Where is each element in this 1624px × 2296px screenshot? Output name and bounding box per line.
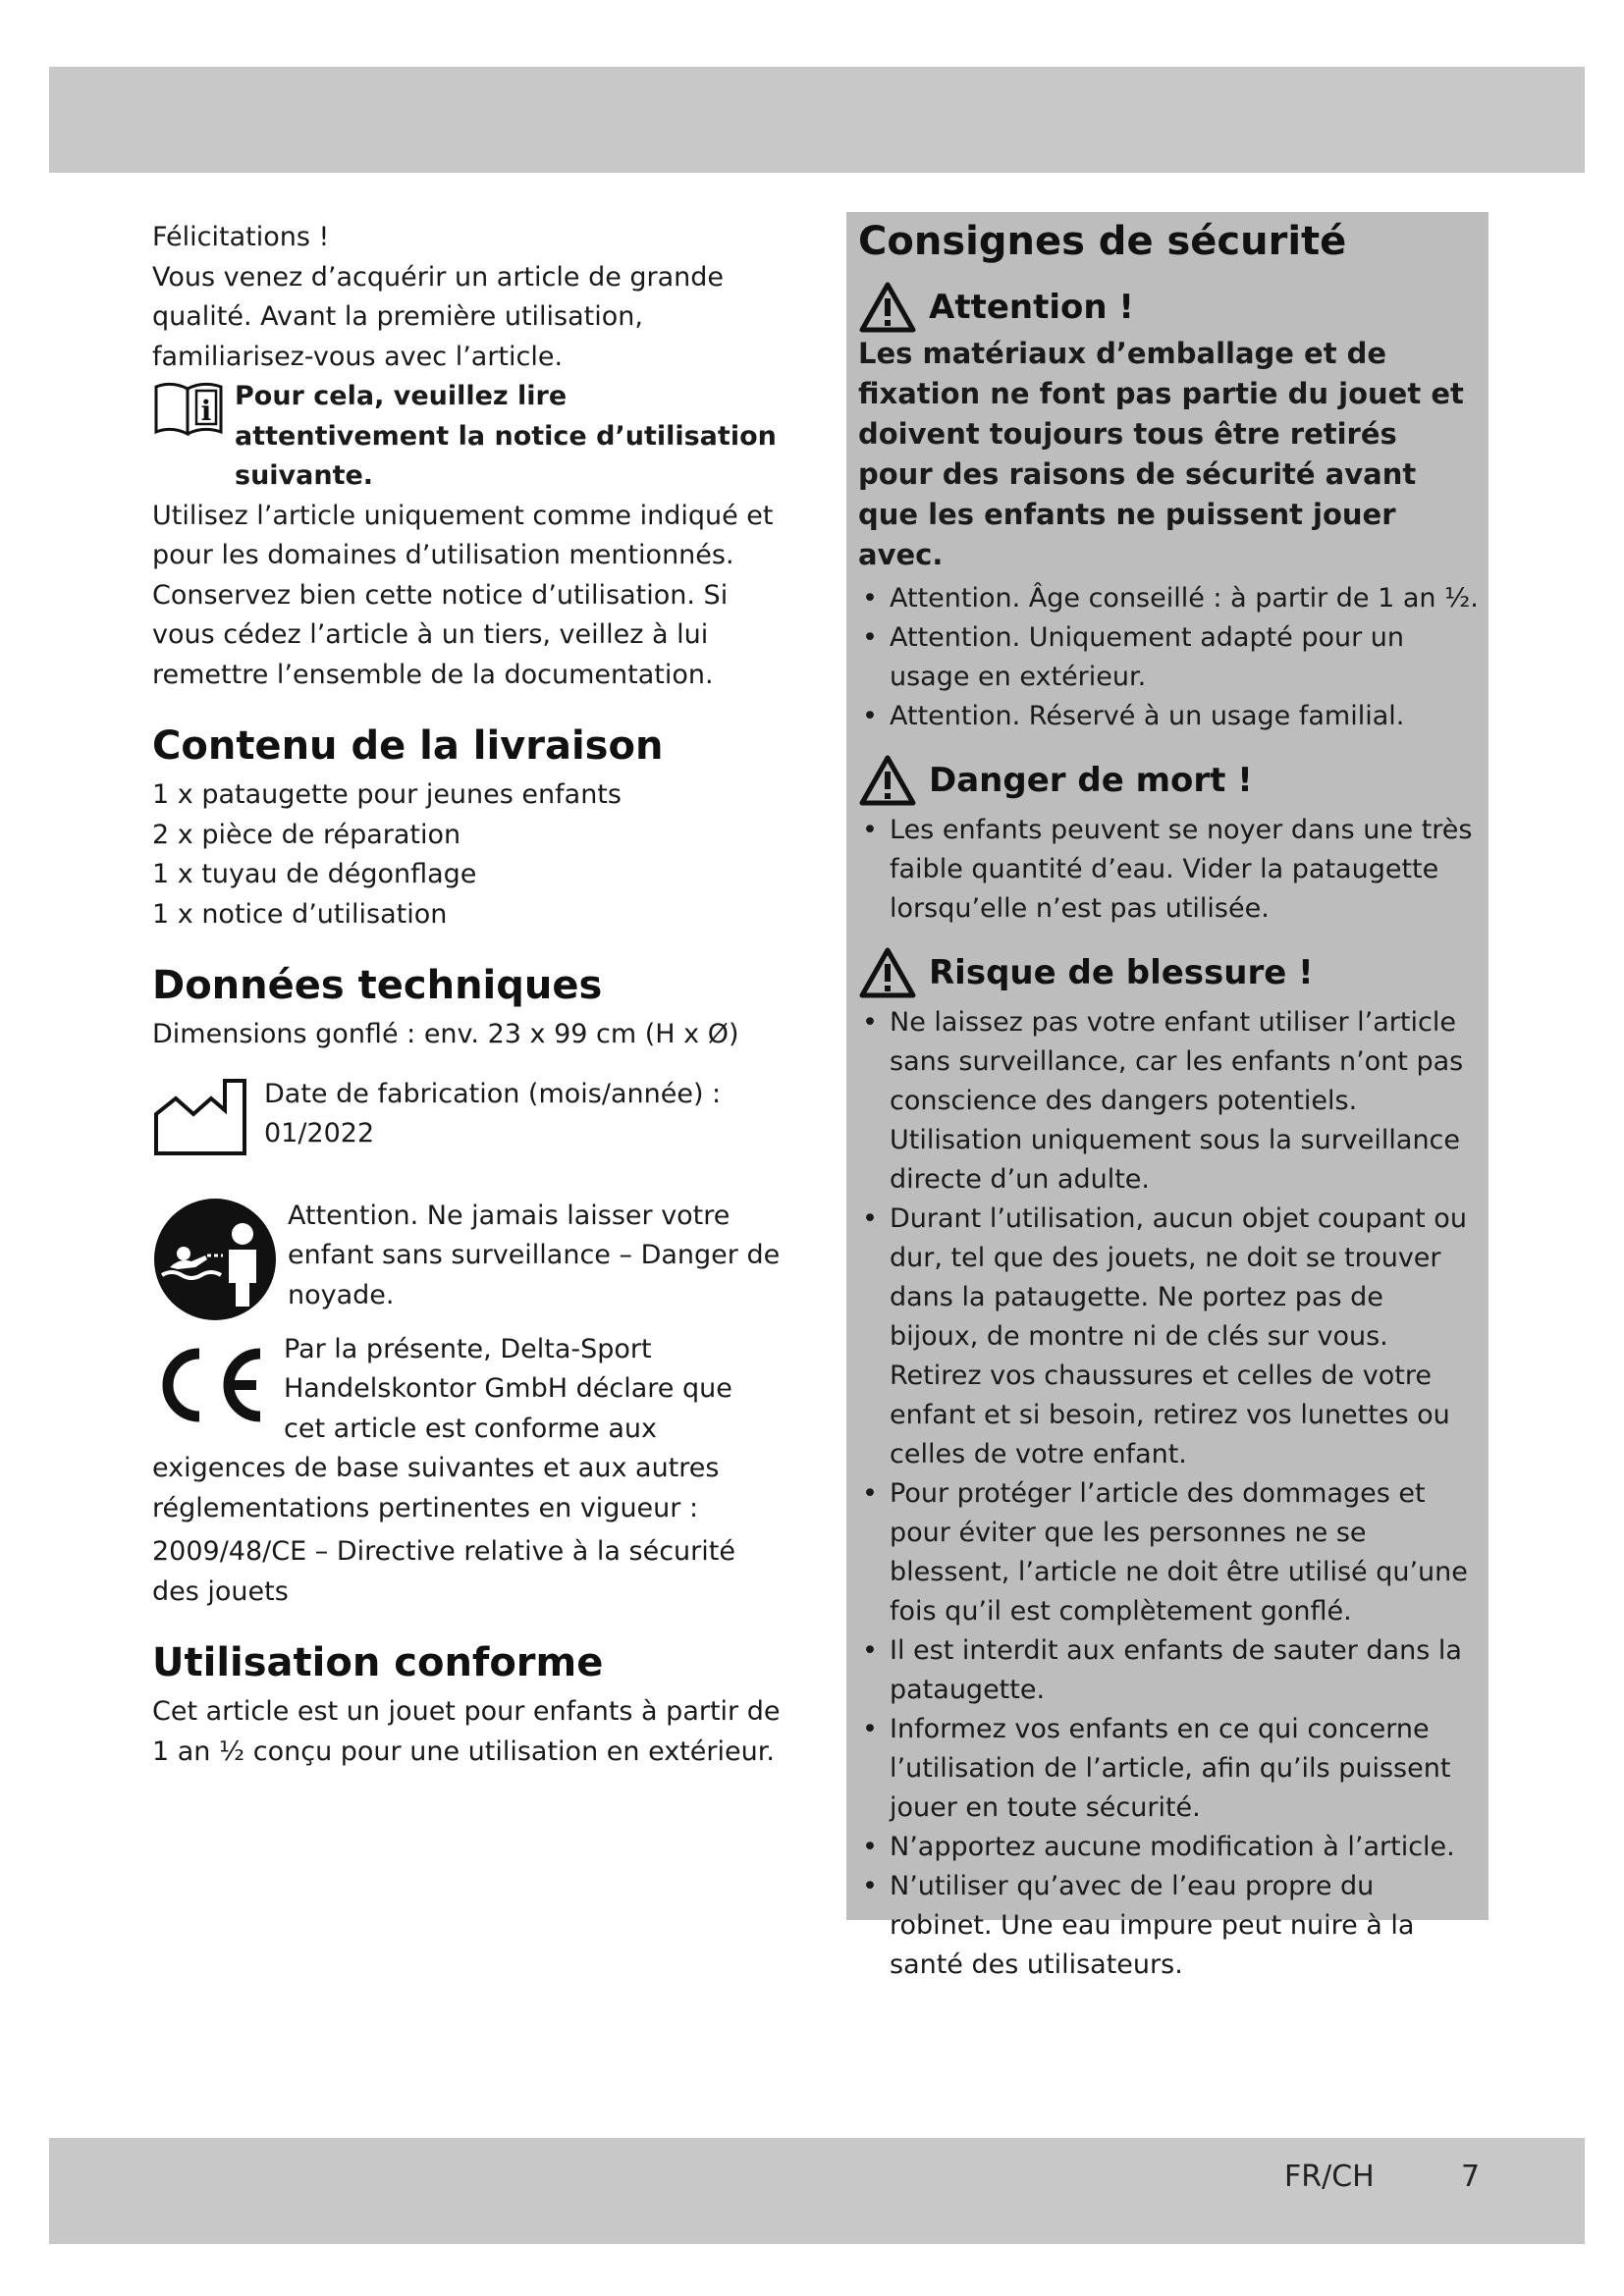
left-column xyxy=(152,218,781,1772)
page-number: 7 xyxy=(1461,2160,1481,2194)
danger-title: Danger de mort ! xyxy=(929,761,1253,800)
delivery-heading: Contenu de la livraison xyxy=(152,723,664,769)
attention-bold-text: Les matériaux d’emballage et de fixation ne font pas partie du jouet et doivent toujours tous être retirés pour des raisons de sécurité avant que les enfants ne puissent jouer avec. xyxy=(858,337,1464,571)
manufacture-row xyxy=(152,1075,781,1159)
safety-box xyxy=(846,212,1489,1980)
supervision-icon xyxy=(152,1197,278,1322)
list-item: • Attention. Réservé à un usage familial. xyxy=(858,697,1479,736)
intended-use-heading: Utilisation conforme xyxy=(152,1640,604,1685)
attention-list xyxy=(858,579,1479,736)
list-item: • Durant l’utilisation, aucun objet coupant ou dur, tel que des jouets, ne doit se trouver dans la pataugette. Ne portez pas de bijoux, de montre ni de clés sur vous. Retirez vos chaussures et celles de votre enfant et si besoin, retirez vos lunettes ou celles de votre enfant. xyxy=(858,1200,1479,1474)
list-item: • Attention. Âge conseillé : à partir de 1 an ½. xyxy=(858,579,1479,618)
footer-language: FR/CH xyxy=(1284,2160,1375,2194)
delivery-item: 1 x notice d’utilisation xyxy=(152,898,448,930)
warning-triangle-icon xyxy=(858,281,917,334)
manufacture-date-text: Date de fabrication (mois/année) : 01/2022 xyxy=(264,1078,722,1148)
svg-text:i: i xyxy=(200,395,212,427)
injury-list xyxy=(858,1003,1479,1985)
tech-heading: Données techniques xyxy=(152,963,603,1008)
danger-list xyxy=(858,811,1479,929)
list-item: • Pour protéger l’article des dommages et pour éviter que les personnes ne se blessent, l’article ne doit être utilisé qu’une fois qu’il est complètement gonflé. xyxy=(858,1474,1479,1631)
list-item: • N’utiliser qu’avec de l’eau propre du robinet. Une eau impure peut nuire à la santé des utilisateurs. xyxy=(858,1867,1479,1985)
attention-title-row xyxy=(858,281,1479,334)
ce-declaration-block xyxy=(152,1330,781,1529)
read-instructions-row xyxy=(152,377,781,497)
ce-mark-icon xyxy=(152,1346,266,1424)
injury-title-row xyxy=(858,946,1479,999)
warning-triangle-icon xyxy=(858,754,917,807)
list-item: • Les enfants peuvent se noyer dans une très faible quantité d’eau. Vider la pataugette lorsqu’elle n’est pas utilisée. xyxy=(858,811,1479,929)
danger-title-row xyxy=(858,754,1479,807)
intro-text: Vous venez d’acquérir un article de grande qualité. Avant la première utilisation, familiarisez-vous avec l’article. xyxy=(152,261,725,372)
warning-triangle-icon xyxy=(858,946,917,999)
intended-use-text: Cet article est un jouet pour enfants à partir de 1 an ½ conçu pour une utilisation en extérieur. xyxy=(152,1696,781,1767)
safety-heading: Consignes de sécurité xyxy=(858,219,1347,264)
list-item: • Attention. Uniquement adapté pour un usage en extérieur. xyxy=(858,618,1479,697)
usage-note: Utilisez l’article uniquement comme indiqué et pour les domaines d’utilisation mentionnés. Conservez bien cette notice d’utilisation. Si vous cédez l’article à un tiers, veillez à lui remettre l’ensemble de la documentation. xyxy=(152,500,774,690)
drowning-warning-text: Attention. Ne jamais laisser votre enfant sans surveillance – Danger de noyade. xyxy=(288,1200,781,1310)
intro-greeting: Félicitations ! xyxy=(152,222,330,252)
delivery-item: 1 x tuyau de dégonflage xyxy=(152,859,477,889)
list-item: • Ne laissez pas votre enfant utiliser l’article sans surveillance, car les enfants n’ont pas conscience des dangers potentiels. Utilisation uniquement sous la surveillance directe d’un adulte. xyxy=(858,1003,1479,1200)
header-band xyxy=(49,67,1585,173)
delivery-item: 1 x pataugette pour jeunes enfants xyxy=(152,779,622,810)
manufacture-date-icon xyxy=(152,1075,250,1159)
book-info-icon xyxy=(152,379,225,438)
directive-text: 2009/48/CE – Directive relative à la sécurité des jouets xyxy=(152,1536,735,1607)
ce-declaration-text: Par la présente, Delta-Sport Handelskontor GmbH déclare que cet article est conforme aux exigences de base suivantes et aux autres réglementations pertinentes en vigueur : xyxy=(152,1333,732,1523)
drowning-warning-row xyxy=(152,1197,781,1322)
list-item: • Il est interdit aux enfants de sauter dans la pataugette. xyxy=(858,1631,1479,1710)
delivery-item: 2 x pièce de réparation xyxy=(152,819,461,850)
attention-title: Attention ! xyxy=(929,288,1134,327)
list-item: • Informez vos enfants en ce qui concerne l’utilisation de l’article, afin qu’ils puissent jouer en toute sécurité. xyxy=(858,1710,1479,1828)
list-item: • N’apportez aucune modification à l’article. xyxy=(858,1828,1479,1867)
read-instructions-text: Pour cela, veuillez lire attentivement la notice d’utilisation suivante. xyxy=(235,381,777,491)
dimensions-text: Dimensions gonflé : env. 23 x 99 cm (H x Ø) xyxy=(152,1019,739,1049)
injury-title: Risque de blessure ! xyxy=(929,953,1314,992)
